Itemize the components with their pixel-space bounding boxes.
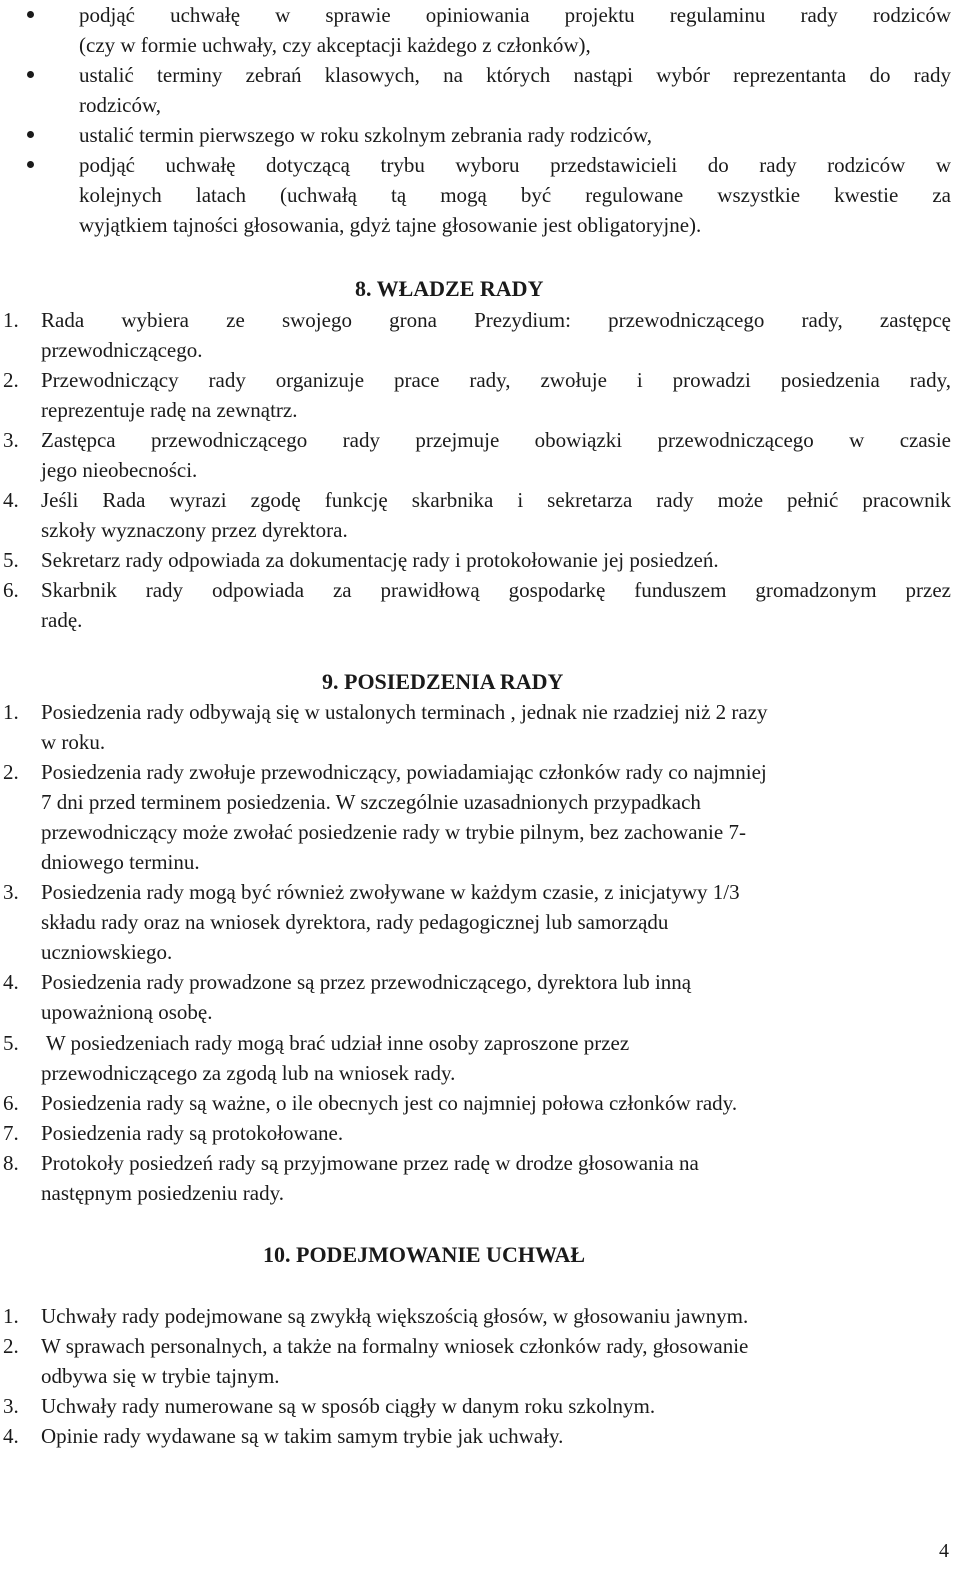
list-item-line: Przewodniczący rady organizuje prace rady, zwołuje i prowadzi posiedzenia rady,	[41, 368, 951, 392]
list-item-line: Jeśli Rada wyrazi zgodę funkcję skarbnika i sekretarza rady może pełnić pracownik	[41, 488, 951, 512]
bullet-marker	[27, 131, 34, 138]
bullet-4-line-2: kolejnych latach (uchwałą tą mogą być regulowane wszystkie kwestie za	[79, 183, 951, 207]
list-number: 5.	[3, 1031, 19, 1055]
list-item-line: Posiedzenia rady są protokołowane.	[41, 1121, 344, 1145]
list-item-line: Opinie rady wydawane są w takim samym trybie jak uchwały.	[41, 1424, 564, 1448]
list-number: 3.	[3, 880, 19, 904]
bullet-marker	[27, 71, 34, 78]
list-number: 4.	[3, 488, 19, 512]
list-item-line: upoważnioną osobę.	[41, 1000, 213, 1024]
list-item-line: przewodniczący może zwołać posiedzenie rady w trybie pilnym, bez zachowanie 7-	[41, 820, 746, 844]
list-item-line: następnym posiedzeniu rady.	[41, 1181, 284, 1205]
bullet-4-line-1: podjąć uchwałę dotyczącą trybu wyboru przedstawicieli do rady rodziców w	[79, 153, 951, 177]
list-item-line: Posiedzenia rady są ważne, o ile obecnych jest co najmniej połowa członków rady.	[41, 1091, 738, 1115]
list-number: 5.	[3, 548, 19, 572]
list-item-line: przewodniczącego za zgodą lub na wniosek rady.	[41, 1061, 456, 1085]
list-item-line: Sekretarz rady odpowiada za dokumentację rady i protokołowanie jej posiedzeń.	[41, 548, 719, 572]
list-number: 6.	[3, 1091, 19, 1115]
list-number: 2.	[3, 1334, 19, 1358]
list-item-line: uczniowskiego.	[41, 940, 173, 964]
list-item-line: Rada wybiera ze swojego grona Prezydium: przewodniczącego rady, zastępcę	[41, 308, 951, 332]
list-item-line: Posiedzenia rady zwołuje przewodniczący, powiadamiając członków rady co najmniej	[41, 760, 767, 784]
bullet-1-line-2: (czy w formie uchwały, czy akceptacji każdego z członków),	[79, 33, 591, 57]
list-item-line: 7 dni przed terminem posiedzenia. W szczególnie uzasadnionych przypadkach	[41, 790, 701, 814]
bullet-2-line-2: rodziców,	[79, 93, 162, 117]
bullet-1-line-1: podjąć uchwałę w sprawie opiniowania projektu regulaminu rady rodziców	[79, 3, 951, 27]
list-item-line: jego nieobecności.	[41, 458, 198, 482]
bullet-marker	[27, 161, 34, 168]
list-item-line: W sprawach personalnych, a także na formalny wniosek członków rady, głosowanie	[41, 1334, 749, 1358]
list-item-line: dniowego terminu.	[41, 850, 200, 874]
list-number: 6.	[3, 578, 19, 602]
list-item-line: W posiedzeniach rady mogą brać udział inne osoby zaproszone przez	[41, 1031, 630, 1055]
list-item-line: odbywa się w trybie tajnym.	[41, 1364, 280, 1388]
bullet-2-line-1: ustalić terminy zebrań klasowych, na których nastąpi wybór reprezentanta do rady	[79, 63, 951, 87]
list-number: 1.	[3, 308, 19, 332]
list-number: 1.	[3, 700, 19, 724]
list-item-line: radę.	[41, 608, 83, 632]
bullet-3-line-1: ustalić termin pierwszego w roku szkolnym zebrania rady rodziców,	[79, 123, 653, 147]
list-number: 2.	[3, 760, 19, 784]
section-9-heading: 9. POSIEDZENIA RADY	[322, 669, 564, 694]
list-number: 4.	[3, 1424, 19, 1448]
list-item-line: w roku.	[41, 730, 106, 754]
list-number: 7.	[3, 1121, 19, 1145]
list-number: 4.	[3, 970, 19, 994]
list-item-line: Protokoły posiedzeń rady są przyjmowane przez radę w drodze głosowania na	[41, 1151, 699, 1175]
list-item-line: Posiedzenia rady odbywają się w ustalonych terminach , jednak nie rzadziej niż 2 razy	[41, 700, 768, 724]
section-8-heading: 8. WŁADZE RADY	[355, 276, 544, 301]
list-number: 1.	[3, 1304, 19, 1328]
list-number: 2.	[3, 368, 19, 392]
bullet-marker	[27, 11, 34, 18]
page-number: 4	[939, 1540, 949, 1562]
list-item-line: Posiedzenia rady prowadzone są przez przewodniczącego, dyrektora lub inną	[41, 970, 692, 994]
list-item-line: przewodniczącego.	[41, 338, 203, 362]
bullet-4-line-3: wyjątkiem tajności głosowania, gdyż tajne głosowanie jest obligatoryjne).	[79, 213, 702, 237]
list-number: 8.	[3, 1151, 19, 1175]
list-number: 3.	[3, 1394, 19, 1418]
section-10-heading: 10. PODEJMOWANIE UCHWAŁ	[263, 1242, 586, 1267]
list-number: 3.	[3, 428, 19, 452]
list-item-line: składu rady oraz na wniosek dyrektora, rady pedagogicznej lub samorządu	[41, 910, 669, 934]
list-item-line: Posiedzenia rady mogą być również zwoływane w każdym czasie, z inicjatywy 1/3	[41, 880, 740, 904]
list-item-line: Uchwały rady numerowane są w sposób ciągły w danym roku szkolnym.	[41, 1394, 656, 1418]
list-item-line: szkoły wyznaczony przez dyrektora.	[41, 518, 348, 542]
list-item-line: Uchwały rady podejmowane są zwykłą większością głosów, w głosowaniu jawnym.	[41, 1304, 749, 1328]
list-item-line: Skarbnik rady odpowiada za prawidłową gospodarkę funduszem gromadzonym przez	[41, 578, 951, 602]
list-item-line: reprezentuje radę na zewnątrz.	[41, 398, 298, 422]
list-item-line: Zastępca przewodniczącego rady przejmuje obowiązki przewodniczącego w czasie	[41, 428, 951, 452]
